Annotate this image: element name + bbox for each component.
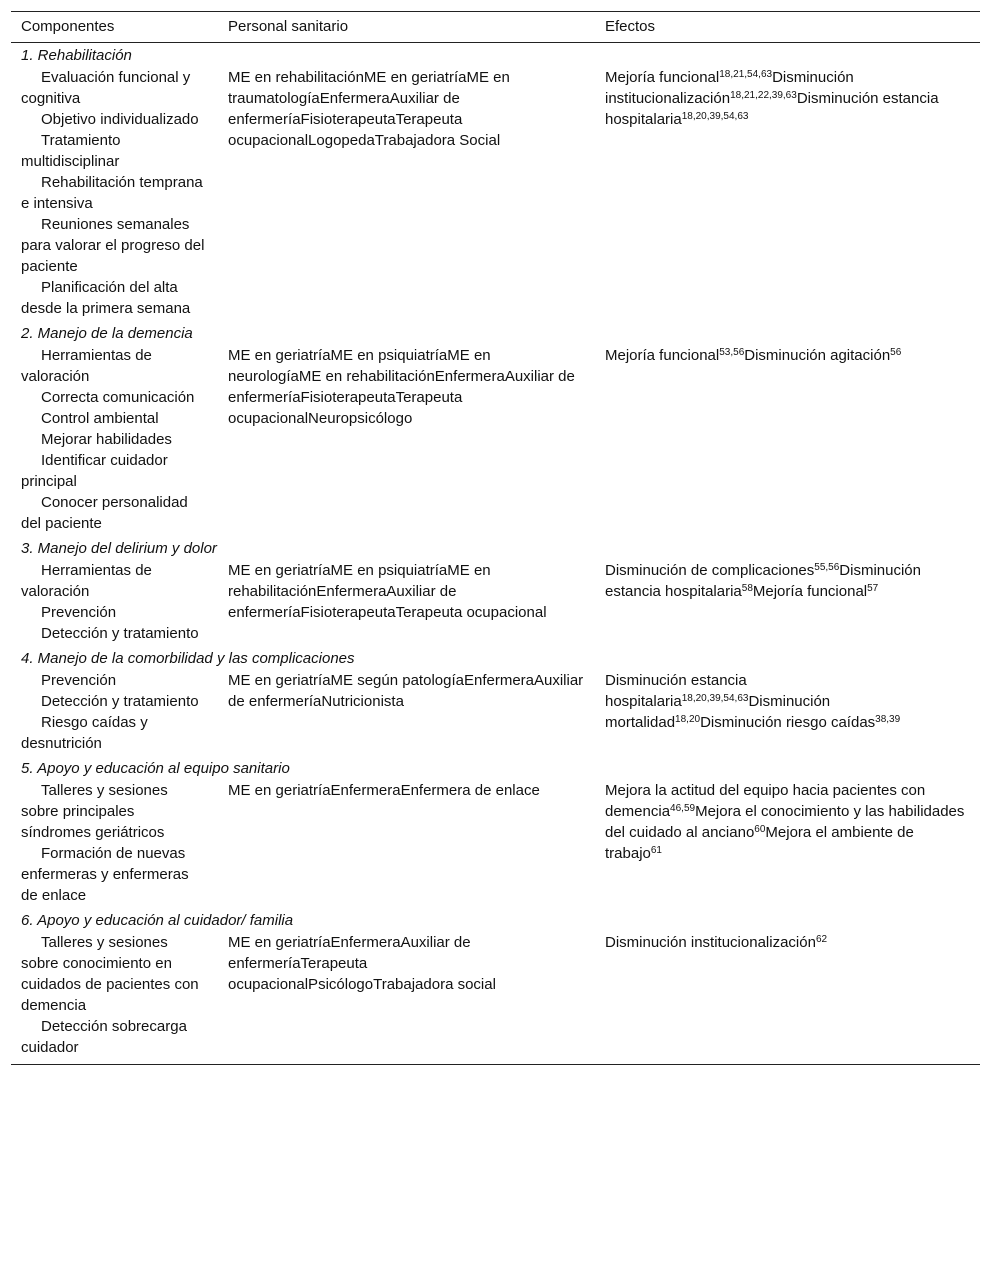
personal-sanitario-cell: ME en geriatríaEnfermeraEnfermera de enlace	[228, 782, 540, 799]
effect-text: Mejoría funcional	[605, 347, 720, 364]
component-item: Detección y tratamiento	[41, 693, 199, 710]
components-cell	[11, 780, 218, 908]
effect-references: 62	[815, 934, 828, 945]
effect-text: Disminución estancia hospitalaria	[605, 562, 921, 600]
section-title-row	[11, 536, 980, 560]
personal-sanitario-cell: ME en geriatríaME según patologíaEnfermeraAuxiliar de enfermeríaNutricionista	[228, 672, 584, 710]
effect-references: 18,21,54,63	[719, 69, 773, 80]
effect-references: 38,39	[875, 714, 901, 725]
effect-text: Disminución institucionalización	[605, 69, 854, 107]
components-table	[11, 11, 980, 1065]
component-item: Conocer personalidad del paciente	[21, 494, 188, 532]
component-item: Herramientas de valoración	[21, 347, 152, 385]
efectos-cell	[595, 670, 980, 756]
component-item: Evaluación funcional y cognitiva	[21, 69, 191, 107]
component-item: Detección y tratamiento	[41, 625, 199, 642]
efectos-cell	[595, 345, 980, 536]
section-title: 1. Rehabilitación	[21, 47, 132, 64]
component-item: Identificar cuidador principal	[21, 452, 168, 490]
section-body-row	[11, 670, 980, 756]
effect-references: 60	[754, 824, 766, 835]
component-item: Riesgo caídas y desnutrición	[21, 714, 148, 752]
component-item: Control ambiental	[41, 410, 159, 427]
effect-references: 18,20,39,54,63	[681, 693, 749, 704]
effect-text: Mejora el ambiente de trabajo	[605, 824, 914, 862]
section-title-row	[11, 646, 980, 670]
personal-sanitario-cell: ME en geriatríaME en psiquiatríaME en rehabilitaciónEnfermeraAuxiliar de enfermeríaFisioterapeutaTerapeuta ocupacional	[228, 562, 547, 621]
effect-text: Disminución estancia hospitalaria	[605, 672, 747, 710]
efectos-cell	[595, 780, 980, 908]
effect-references: 57	[867, 583, 879, 594]
component-item: Detección sobrecarga cuidador	[21, 1018, 187, 1056]
effect-references: 55,56	[814, 562, 840, 573]
component-item: Prevención	[41, 604, 117, 621]
section-body-row	[11, 780, 980, 908]
section-body-row	[11, 345, 980, 536]
effect-text: Mejoría funcional	[752, 583, 868, 600]
effect-text: Mejora la actitud del equipo hacia pacientes con demencia	[605, 782, 926, 820]
efectos-cell	[595, 932, 980, 1065]
components-cell	[11, 345, 218, 536]
components-cell	[11, 560, 218, 646]
effect-references: 56	[890, 347, 902, 358]
component-item: Objetivo individualizado	[41, 111, 199, 128]
component-item: Prevención	[41, 672, 117, 689]
component-item: Formación de nuevas enfermeras y enfermeras de enlace	[21, 845, 189, 904]
effect-text: Disminución estancia hospitalaria	[605, 90, 939, 128]
effect-text: Disminución agitación	[744, 347, 891, 364]
section-title-row	[11, 908, 980, 932]
effect-text: Mejoría funcional	[605, 69, 720, 86]
section-title-row	[11, 321, 980, 345]
header-componentes: Componentes	[11, 12, 218, 43]
effect-text: Disminución riesgo caídas	[700, 714, 876, 731]
personal-sanitario-cell: ME en geriatríaEnfermeraAuxiliar de enfermeríaTerapeuta ocupacionalPsicólogoTrabajadora social	[218, 932, 595, 1065]
component-item: Rehabilitación temprana e intensiva	[21, 174, 203, 212]
section-body-row	[11, 67, 980, 321]
effect-references: 61	[650, 845, 662, 856]
header-efectos: Efectos	[595, 12, 980, 43]
header-personal-sanitario: Personal sanitario	[218, 12, 595, 43]
section-title-row	[11, 756, 980, 780]
effect-text: Disminución institucionalización	[605, 934, 816, 951]
effect-references: 58	[741, 583, 753, 594]
effect-references: 46,59	[670, 803, 696, 814]
components-cell	[11, 932, 218, 1065]
section-body-row	[11, 560, 980, 646]
section-title: 6. Apoyo y educación al cuidador/ familia	[21, 912, 294, 929]
component-item: Talleres y sesiones sobre conocimiento en cuidados de pacientes con demencia	[21, 934, 199, 1014]
header-row	[11, 12, 980, 43]
effect-references: 18,20	[675, 714, 701, 725]
section-body-row	[11, 932, 980, 1065]
component-item: Correcta comunicación	[41, 389, 195, 406]
personal-sanitario-cell: ME en geriatríaME en psiquiatríaME en neurologíaME en rehabilitaciónEnfermeraAuxiliar de enfermeríaFisioterapeutaTerapeuta ocupacionalNeuropsicólogo	[228, 347, 575, 427]
component-item: Tratamiento multidisciplinar	[21, 132, 121, 170]
section-title: 4. Manejo de la comorbilidad y las complicaciones	[21, 650, 355, 667]
component-item: Reuniones semanales para valorar el progreso del paciente	[21, 216, 205, 275]
effect-references: 18,21,22,39,63	[730, 90, 797, 101]
effect-text: Disminución mortalidad	[605, 693, 831, 731]
section-title: 3. Manejo del delirium y dolor	[21, 540, 217, 557]
component-item: Mejorar habilidades	[41, 431, 172, 448]
efectos-cell	[595, 67, 980, 321]
personal-sanitario-cell: ME en rehabilitaciónME en geriatríaME en traumatologíaEnfermeraAuxiliar de enfermeríaFisioterapeutaTerapeuta ocupacionalLogopedaTrabajadora Social	[228, 69, 510, 149]
effect-references: 18,20,39,54,63	[681, 111, 749, 122]
effect-text: Disminución de complicaciones	[605, 562, 815, 579]
effect-text: Mejora el conocimiento y las habilidades del cuidado al anciano	[605, 803, 965, 841]
effect-references: 53,56	[719, 347, 745, 358]
component-item: Herramientas de valoración	[21, 562, 152, 600]
section-title-row	[11, 43, 980, 68]
components-cell	[11, 670, 218, 756]
component-item: Talleres y sesiones sobre principales síndromes geriátricos	[21, 782, 168, 841]
section-title: 5. Apoyo y educación al equipo sanitario	[21, 760, 290, 777]
component-item: Planificación del alta desde la primera semana	[21, 279, 191, 317]
efectos-cell	[595, 560, 980, 646]
components-cell	[11, 67, 218, 321]
section-title: 2. Manejo de la demencia	[21, 325, 193, 342]
